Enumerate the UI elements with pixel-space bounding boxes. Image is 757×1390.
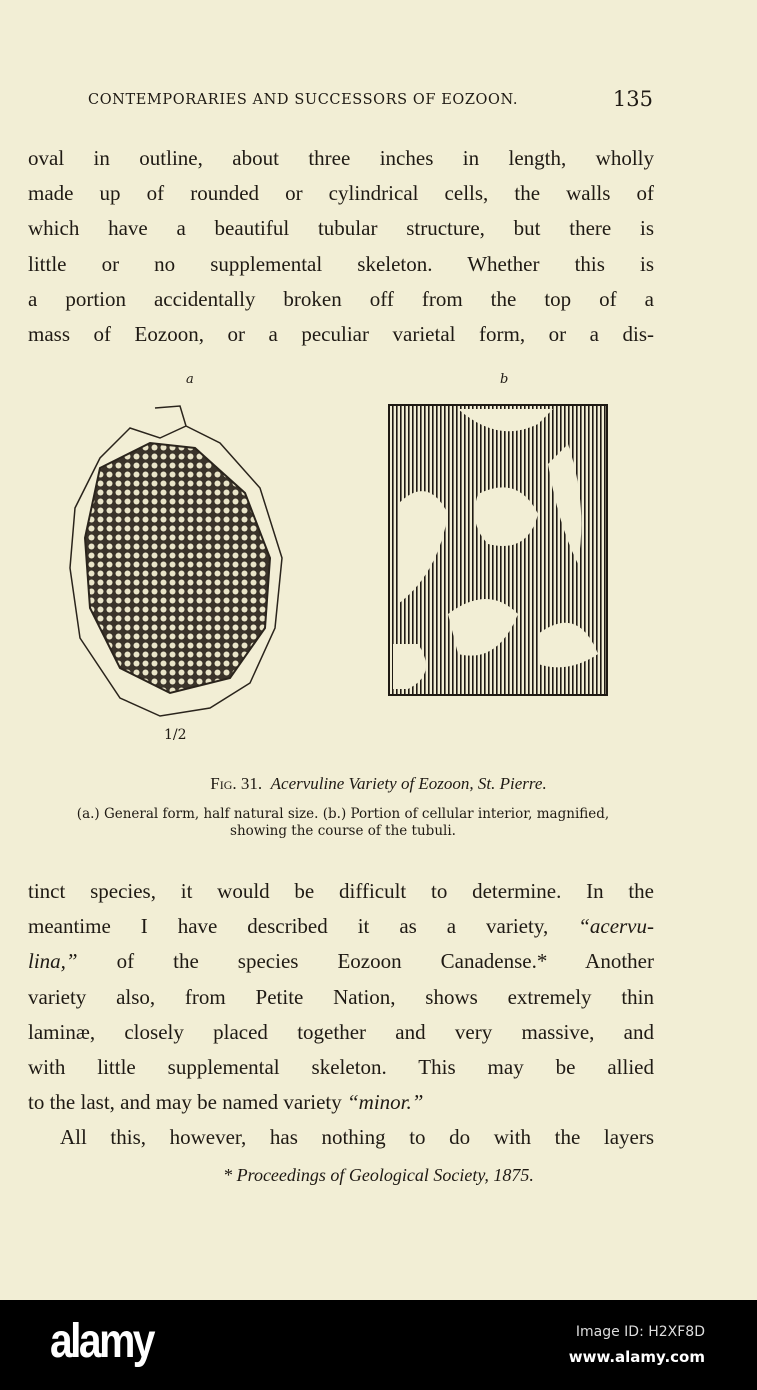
figure-b-illustration <box>388 404 609 697</box>
text-line: tinct species, it would be difficult to determine. In the <box>28 879 654 903</box>
text-line: which have a beautiful tubular structure, but there is <box>28 216 654 241</box>
figure-title: Acervuline Variety of Eozoon, St. Pierre. <box>270 774 547 793</box>
subcaption-line: showing the course of the tubuli. <box>230 823 456 839</box>
watermark-bar <box>0 1300 757 1390</box>
running-title: CONTEMPORARIES AND SUCCESSORS OF EOZOON. <box>88 92 519 108</box>
text-line: meantime I have described it as a variety, “acervu- <box>28 914 654 939</box>
subcaption-line: (a.) General form, half natural size. (b.) Portion of cellular interior, magnified, <box>76 806 610 822</box>
text-line: oval in outline, about three inches in length, wholly <box>28 146 654 170</box>
text-line: All this, however, has nothing to do with the layers <box>60 1125 654 1150</box>
body-text-top <box>28 141 654 352</box>
figure-number: Fig. 31. <box>210 774 263 793</box>
text-line: lina,” of the species Eozoon Canadense.* Another <box>28 949 654 974</box>
running-header <box>88 87 653 111</box>
body-text-bottom <box>28 874 654 1156</box>
page-number: 135 <box>612 87 653 111</box>
figure-label-b: b <box>500 372 509 387</box>
figure-caption <box>0 774 757 794</box>
image-id: Image ID: H2XF8D <box>575 1324 705 1340</box>
text-line: with little supplemental skeleton. This may be allied <box>28 1055 654 1080</box>
text-line: laminæ, closely placed together and very massive, and <box>28 1019 654 1044</box>
figure-a-illustration <box>60 398 295 728</box>
footnote: * Proceedings of Geological Society, 1875. <box>223 1165 534 1185</box>
text-line: little or no supplemental skeleton. Whether this is <box>28 251 654 276</box>
scale-fraction: 1/2 <box>164 727 187 743</box>
text-line: to the last, and may be named variety “minor.” <box>28 1090 424 1115</box>
figure-subcaption <box>28 806 658 840</box>
text-line: mass of Eozoon, or a peculiar varietal form, or a dis- <box>28 322 654 347</box>
alamy-logo: alamy <box>50 1315 153 1368</box>
text-line: a portion accidentally broken off from the top of a <box>28 286 654 311</box>
watermark-url: www.alamy.com <box>568 1348 705 1366</box>
text-line: made up of rounded or cylindrical cells, the walls of <box>28 181 654 206</box>
text-line: variety also, from Petite Nation, shows extremely thin <box>28 984 654 1009</box>
figure-label-a: a <box>186 372 194 387</box>
